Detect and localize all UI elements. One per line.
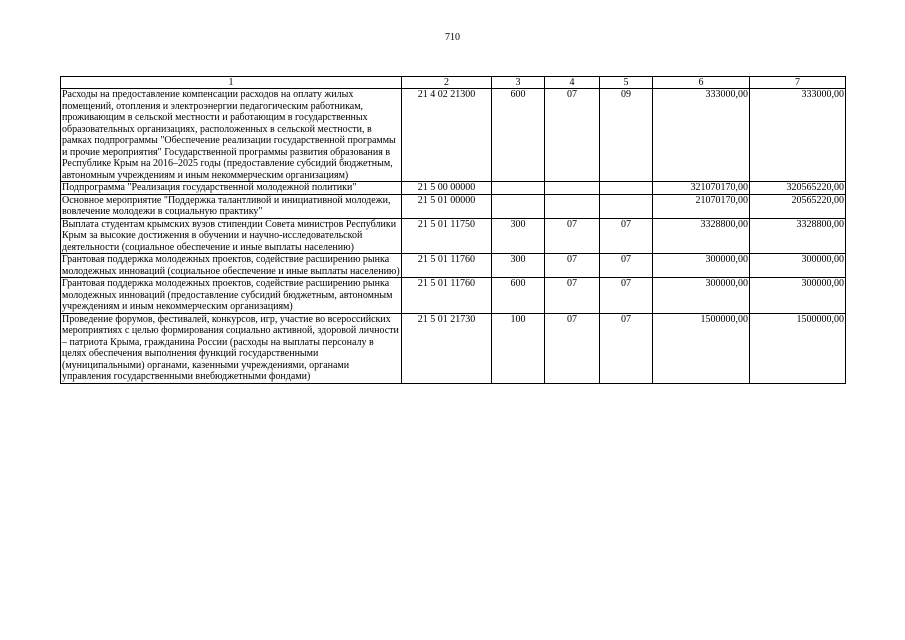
- header-row: [61, 77, 846, 89]
- subsection-cell: 07: [600, 313, 653, 383]
- target-article-cell: 21 4 02 21300: [402, 89, 492, 182]
- subsection-cell: 07: [600, 254, 653, 278]
- table-row: [61, 278, 846, 314]
- amount-col6-cell: 321070170,00: [653, 182, 750, 195]
- expense-type-cell: 300: [492, 254, 545, 278]
- table-row: [61, 194, 846, 218]
- section-cell: [545, 194, 600, 218]
- amount-col6-cell: 3328800,00: [653, 218, 750, 254]
- column-header-7: 7: [750, 77, 846, 89]
- expense-type-cell: 600: [492, 89, 545, 182]
- table-row: [61, 218, 846, 254]
- amount-col7-cell: 300000,00: [750, 278, 846, 314]
- subsection-cell: 07: [600, 218, 653, 254]
- column-header-2: 2: [402, 77, 492, 89]
- expense-name-cell: Подпрограмма "Реализация государственной молодежной политики": [61, 182, 402, 195]
- column-header-6: 6: [653, 77, 750, 89]
- target-article-cell: 21 5 00 00000: [402, 182, 492, 195]
- expense-name-cell: Проведение форумов, фестивалей, конкурсов, игр, участие во всероссийских мероприятиях с целью формирования социально активной, здоровой личности – патриота Крыма, гражданина России (расходы на выплаты персоналу в целях обеспечения выполнения функций государственными (муниципальными) органами, казенными учреждениями, органами управления государственными внебюджетными фондами): [61, 313, 402, 383]
- section-cell: 07: [545, 313, 600, 383]
- column-header-5: 5: [600, 77, 653, 89]
- expense-type-cell: 300: [492, 218, 545, 254]
- expense-name-cell: Грантовая поддержка молодежных проектов, содействие расширению рынка молодежных инноваций (социальное обеспечение и иные выплаты населению): [62, 254, 400, 277]
- amount-col6-cell: 333000,00: [653, 89, 750, 182]
- amount-col7-cell: 1500000,00: [750, 313, 846, 383]
- section-cell: 07: [545, 278, 600, 314]
- expense-type-cell: [492, 194, 545, 218]
- section-cell: 07: [545, 218, 600, 254]
- table-row: [61, 313, 846, 383]
- expense-name-cell: Расходы на предоставление компенсации расходов на оплату жилых помещений, отопления и электроэнергии педагогическим работникам, проживающим в сельской местности и работающим в государственных образовательных организациях, расположенных в сельской местности, в рамках подпрограммы "Обеспечение реализации государственной программы и прочие мероприятия" Государственной программы развития образования в Республике Крым на 2016–2025 годы (предоставление субсидий бюджетным, автономным учреждениям и иным некоммерческим организациям): [61, 89, 402, 182]
- column-header-1: 1: [61, 77, 402, 89]
- expense-type-cell: 100: [492, 313, 545, 383]
- subsection-cell: 09: [600, 89, 653, 182]
- amount-col6-cell: 300000,00: [653, 278, 750, 314]
- amount-col7-cell: 300000,00: [750, 254, 846, 278]
- section-cell: [545, 182, 600, 195]
- column-header-3: 3: [492, 77, 545, 89]
- amount-col6-cell: 21070170,00: [653, 194, 750, 218]
- amount-col7-cell: 333000,00: [750, 89, 846, 182]
- amount-col6-cell: 300000,00: [653, 254, 750, 278]
- subsection-cell: 07: [600, 278, 653, 314]
- section-cell: 07: [545, 89, 600, 182]
- amount-col7-cell: 20565220,00: [750, 194, 846, 218]
- expense-name-cell: Основное мероприятие "Поддержка талантливой и инициативной молодежи, вовлечение молодежи в социальную практику": [61, 194, 402, 218]
- amount-col7-cell: 3328800,00: [750, 218, 846, 254]
- budget-table: [60, 76, 846, 384]
- target-article-cell: 21 5 01 11760: [402, 278, 492, 314]
- target-article-cell: 21 5 01 11750: [402, 218, 492, 254]
- subsection-cell: [600, 194, 653, 218]
- section-cell: 07: [545, 254, 600, 278]
- expense-type-cell: 600: [492, 278, 545, 314]
- amount-col6-cell: 1500000,00: [653, 313, 750, 383]
- expense-name-cell: Грантовая поддержка молодежных проектов, содействие расширению рынка молодежных инноваций (предоставление субсидий бюджетным, автономным учреждениям и иным некоммерческим организациям): [61, 278, 402, 314]
- target-article-cell: 21 5 01 11760: [402, 254, 492, 278]
- target-article-cell: 21 5 01 21730: [402, 313, 492, 383]
- expense-type-cell: [492, 182, 545, 195]
- table-row: [61, 89, 846, 182]
- amount-col7-cell: 320565220,00: [750, 182, 846, 195]
- target-article-cell: 21 5 01 00000: [402, 194, 492, 218]
- table-row: [61, 182, 846, 195]
- page-number: 710: [445, 32, 460, 43]
- table-row: [61, 254, 846, 278]
- subsection-cell: [600, 182, 653, 195]
- column-header-4: 4: [545, 77, 600, 89]
- expense-name-cell: Выплата студентам крымских вузов стипендии Совета министров Республики Крым за высокие достижения в обучении и научно-исследовательской деятельности (социальное обеспечение и иные выплаты населению): [61, 218, 402, 254]
